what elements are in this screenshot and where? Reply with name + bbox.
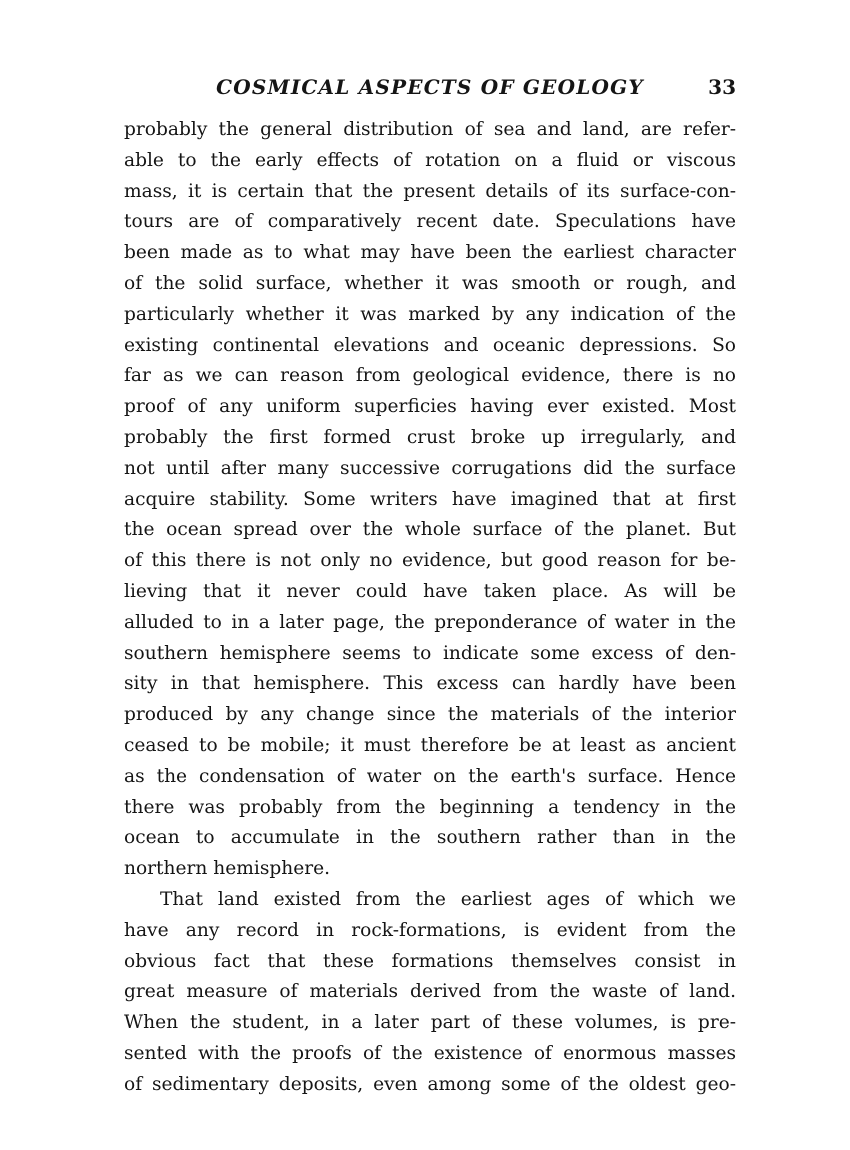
text-line: sented with the proofs of the existence of enormous masses [124,1042,736,1064]
text-line: obvious fact that these formations themselves consist in [124,950,736,972]
text-line: have any record in rock-formations, is evident from the [124,919,736,941]
page-number: 33 [708,75,736,99]
text-line: sity in that hemisphere. This excess can hardly have been [124,673,736,695]
paragraph [124,885,736,1101]
text-line: particularly whether it was marked by any indication of the [124,303,736,325]
paragraph [124,115,736,885]
text-line: lieving that it never could have taken place. As will be [124,580,736,602]
text-line: there was probably from the beginning a tendency in the [124,796,736,818]
text-line: probably the first formed crust broke up irregularly, and [124,426,736,448]
text-line: proof of any uniform superficies having ever existed. Most [124,396,736,418]
text-line: of this there is not only no evidence, but good reason for be- [124,550,736,572]
text-line: ceased to be mobile; it must therefore be at least as ancient [124,734,736,756]
running-head [124,72,736,102]
text-line: far as we can reason from geological evidence, there is no [124,365,736,387]
body-text [124,115,736,1101]
text-line: as the condensation of water on the earth's surface. Hence [124,765,736,787]
text-line: tours are of comparatively recent date. Speculations have [124,211,736,233]
text-line: the ocean spread over the whole surface of the planet. But [124,519,736,541]
running-title: COSMICAL ASPECTS OF GEOLOGY [216,75,644,99]
text-line: produced by any change since the materials of the interior [124,704,736,726]
text-line: able to the early effects of rotation on a fluid or viscous [124,149,736,171]
text-line: been made as to what may have been the earliest character [124,242,736,264]
text-line: great measure of materials derived from the waste of land. [124,981,736,1003]
text-line: acquire stability. Some writers have imagined that at first [124,488,736,510]
text-line: That land existed from the earliest ages of which we [160,888,736,910]
text-line: southern hemisphere seems to indicate some excess of den- [124,642,736,664]
text-line: When the student, in a later part of these volumes, is pre- [124,1012,736,1034]
text-line: probably the general distribution of sea and land, are refer- [124,119,736,140]
text-line: not until after many successive corrugations did the surface [124,457,736,479]
text-line: alluded to in a later page, the preponderance of water in the [124,611,736,633]
text-line: of the solid surface, whether it was smooth or rough, and [124,272,736,294]
text-line: ocean to accumulate in the southern rather than in the [124,827,736,849]
text-line: northern hemisphere. [124,858,331,880]
text-line: of sedimentary deposits, even among some of the oldest geo- [124,1073,736,1095]
text-line: existing continental elevations and oceanic depressions. So [124,334,736,356]
text-line: mass, it is certain that the present details of its surface-con- [124,180,736,202]
